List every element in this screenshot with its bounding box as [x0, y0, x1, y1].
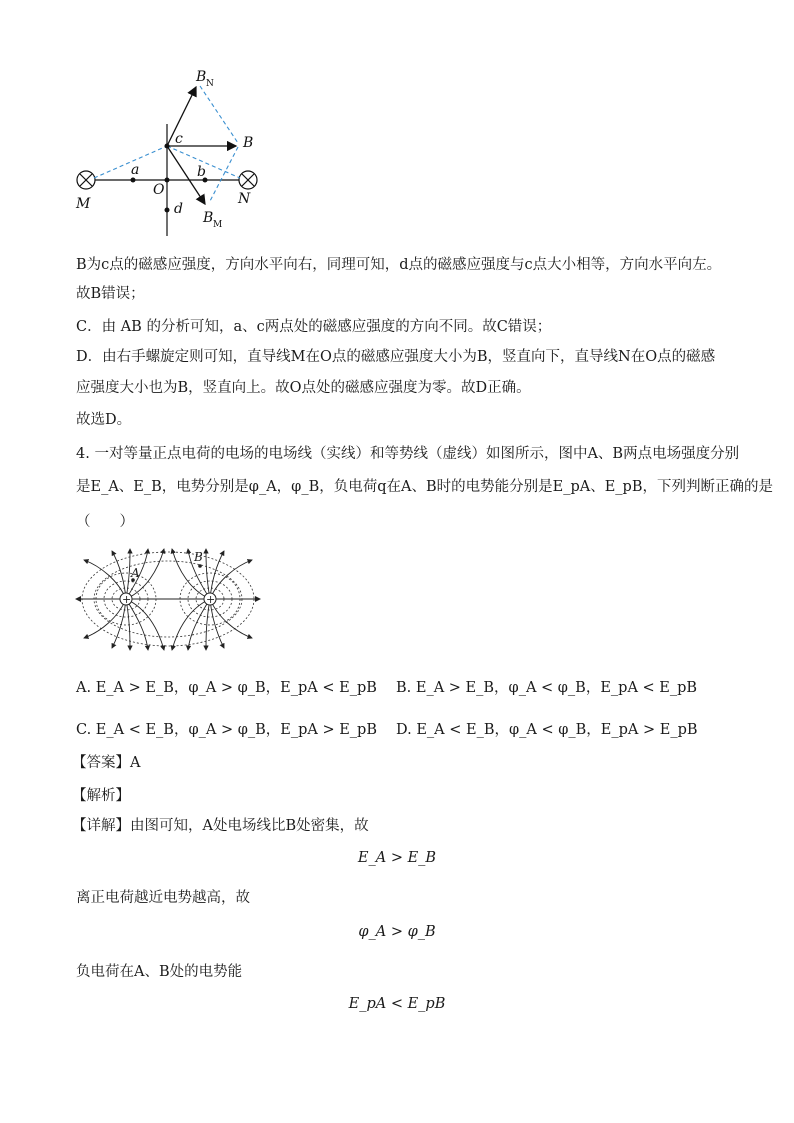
analysis-tag: 【解析】 — [72, 788, 130, 804]
wire-m-symbol — [77, 171, 95, 189]
question4-line3: （ ） — [76, 514, 134, 530]
label-o: O — [153, 182, 165, 198]
para4: 故选D。 — [76, 412, 132, 428]
para2: C．由 AB 的分析可知，a、c两点处的磁感应强度的方向不同。故C错误； — [76, 319, 552, 335]
label-n: N — [238, 191, 251, 207]
charge-left-sign: + — [122, 593, 132, 606]
question4-line2: 是E_A、E_B，电势分别是φ_A，φ_B，负电荷q在A、B时的电势能分别是E_pA、E_pB，下列判断正确的是 — [76, 479, 773, 495]
equation-1: E_A > E_B — [357, 850, 437, 866]
label-c: c — [175, 131, 183, 147]
label-b: B — [243, 135, 254, 151]
question4-line1: 4. 一对等量正点电荷的电场的电场线（实线）和等势线（虚线）如图所示，图中A、B两点电场强度分别 — [76, 446, 740, 462]
label-bm-sub: M — [213, 220, 223, 230]
para1-line2: 故B错误； — [76, 286, 145, 302]
option-b: B. E_A > E_B，φ_A < φ_B，E_pA < E_pB — [396, 680, 698, 696]
label-bm: B — [203, 210, 214, 226]
magnetic-field-figure — [70, 62, 280, 242]
label-b-lower: b — [197, 164, 206, 180]
para3-line2: 应强度大小也为B，竖直向上。故O点处的磁感应强度为零。故D正确。 — [76, 380, 531, 396]
charge-right-sign: + — [206, 593, 216, 606]
answer-value: A — [130, 755, 141, 771]
detail-line2: 离正电荷越近电势越高，故 — [76, 890, 250, 906]
detail-tag: 【详解】 — [72, 818, 130, 834]
detail-line1 — [72, 815, 369, 837]
equation-3: E_pA < E_pB — [348, 996, 446, 1012]
label-m: M — [76, 196, 91, 212]
para3-line1: D．由右手螺旋定则可知，直导线M在O点的磁感应强度大小为B，竖直向下，直导线N在O点的磁感 — [76, 349, 716, 365]
option-d: D. E_A < E_B，φ_A < φ_B，E_pA > E_pB — [396, 722, 698, 738]
option-c: C. E_A < E_B，φ_A > φ_B，E_pA > E_pB — [76, 722, 377, 738]
label-d: d — [174, 201, 183, 217]
option-a: A. E_A > E_B，φ_A > φ_B，E_pA < E_pB — [76, 680, 377, 696]
electric-field-figure — [70, 545, 270, 657]
label-bn-sub: N — [206, 79, 214, 89]
label-bn: B — [196, 69, 207, 85]
point-b-label: B — [194, 550, 203, 564]
detail-line3: 负电荷在A、B处的电势能 — [76, 964, 243, 980]
point-a-label: A — [131, 566, 140, 580]
equation-2: φ_A > φ_B — [358, 924, 436, 940]
answer-line — [72, 752, 140, 774]
detail-text1: 由图可知，A处电场线比B处密集，故 — [130, 818, 369, 834]
wire-n-symbol — [239, 171, 257, 189]
answer-tag: 【答案】 — [72, 755, 130, 771]
label-a: a — [131, 162, 140, 178]
para1-line1: B为c点的磁感应强度，方向水平向右，同理可知，d点的磁感应强度与c点大小相等，方向水平向左。 — [76, 257, 722, 273]
